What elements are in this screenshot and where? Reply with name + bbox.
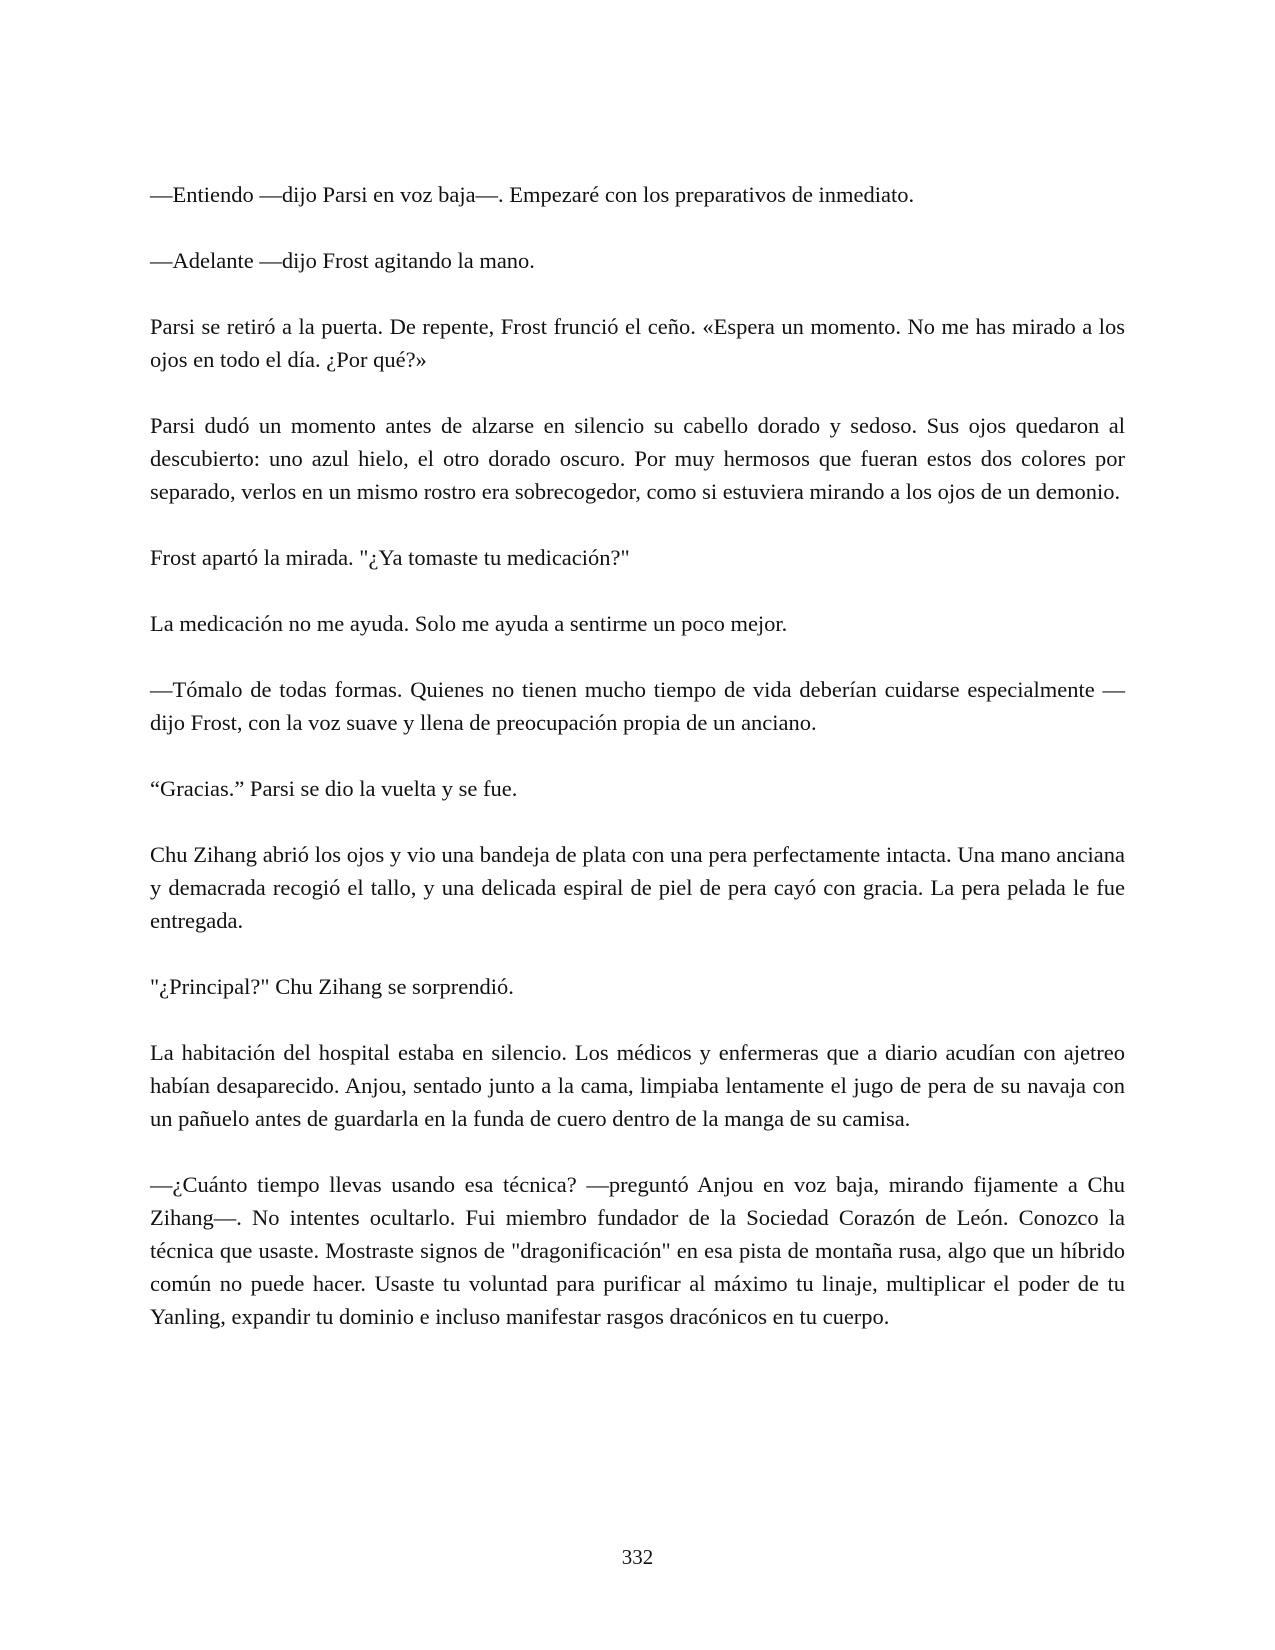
paragraph: —Adelante —dijo Frost agitando la mano.	[150, 248, 535, 273]
page-number: 332	[621, 1545, 654, 1569]
paragraph: —Entiendo —dijo Parsi en voz baja—. Empezaré con los preparativos de inmediato.	[150, 182, 915, 207]
paragraph: La habitación del hospital estaba en silencio. Los médicos y enfermeras que a diario acudían con ajetreo habían desaparecido. Anjou, sentado junto a la cama, limpiaba lentamente el jugo de pera de su navaja con un pañuelo antes de guardarla en la funda de cuero dentro de la manga de su camisa.	[150, 1040, 1125, 1131]
paragraph: “Gracias.” Parsi se dio la vuelta y se fue.	[150, 776, 518, 801]
paragraph: —Tómalo de todas formas. Quienes no tienen mucho tiempo de vida deberían cuidarse especialmente —dijo Frost, con la voz suave y llena de preocupación propia de un anciano.	[150, 677, 1125, 735]
paragraph: La medicación no me ayuda. Solo me ayuda a sentirme un poco mejor.	[150, 611, 788, 636]
paragraph: Parsi se retiró a la puerta. De repente, Frost frunció el ceño. «Espera un momento. No me has mirado a los ojos en todo el día. ¿Por qué?»	[150, 314, 1125, 372]
paragraph: —¿Cuánto tiempo llevas usando esa técnica? —preguntó Anjou en voz baja, mirando fijamente a Chu Zihang—. No intentes ocultarlo. Fui miembro fundador de la Sociedad Corazón de León. Conozco la técnica que usaste. Mostraste signos de "dragonificación" en esa pista de montaña rusa, algo que un híbrido común no puede hacer. Usaste tu voluntad para purificar al máximo tu linaje, multiplicar el poder de tu Yanling, expandir tu dominio e incluso manifestar rasgos dracónicos en tu cuerpo.	[150, 1172, 1125, 1329]
paragraph: Chu Zihang abrió los ojos y vio una bandeja de plata con una pera perfectamente intacta. Una mano anciana y demacrada recogió el tallo, y una delicada espiral de piel de pera cayó con gracia. La pera pelada le fue entregada.	[150, 842, 1125, 933]
paragraph: Frost apartó la mirada. "¿Ya tomaste tu medicación?"	[150, 545, 630, 570]
paragraph: "¿Principal?" Chu Zihang se sorprendió.	[150, 974, 514, 999]
body-text	[150, 178, 1125, 1333]
paragraph: Parsi dudó un momento antes de alzarse en silencio su cabello dorado y sedoso. Sus ojos quedaron al descubierto: uno azul hielo, el otro dorado oscuro. Por muy hermosos que fueran estos dos colores por separado, verlos en un mismo rostro era sobrecogedor, como si estuviera mirando a los ojos de un demonio.	[150, 413, 1125, 504]
